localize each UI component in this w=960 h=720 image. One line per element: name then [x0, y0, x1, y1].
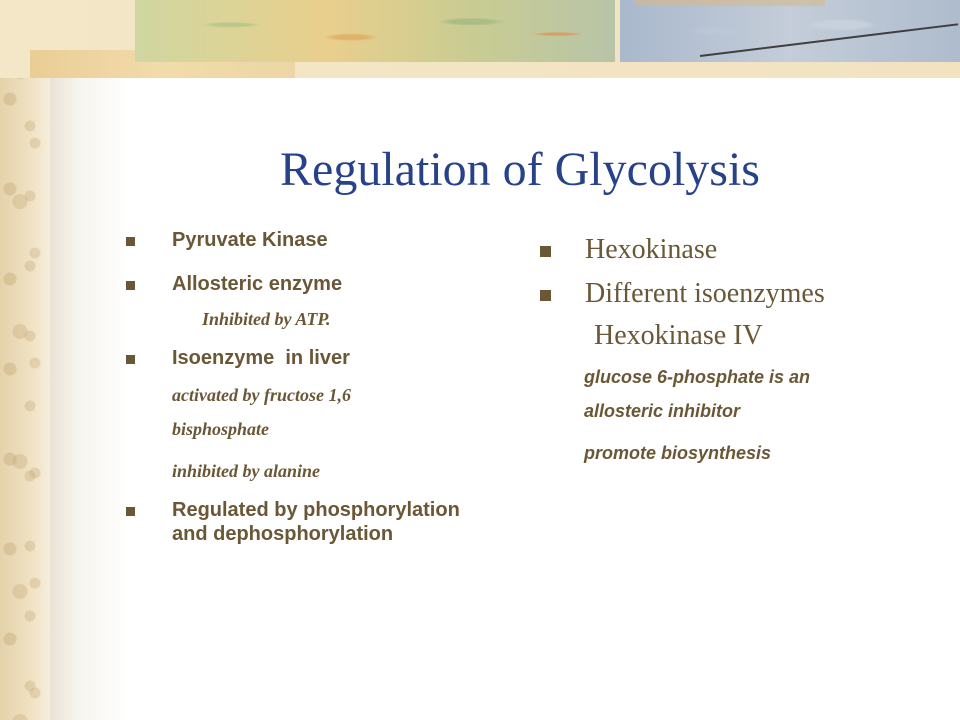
list-subtext: activated by fructose 1,6 — [172, 385, 351, 405]
list-subtext: glucose 6-phosphate is an — [584, 367, 811, 387]
list-subtext: inhibited by alanine — [172, 461, 321, 481]
list-subtext: allosteric inhibitor — [584, 401, 741, 421]
list-item — [126, 498, 472, 546]
list-subheading: Hexokinase IV — [594, 320, 763, 351]
top-decorative-banner — [0, 0, 960, 78]
list-item — [540, 278, 940, 310]
left-decorative-strip — [0, 0, 50, 720]
list-item-text: Pyruvate Kinase — [172, 229, 328, 251]
slide-title: Regulation of Glycolysis — [280, 143, 760, 196]
banner-strip-top — [635, 0, 825, 6]
list-item-text: Allosteric enzyme — [172, 273, 343, 295]
list-item — [126, 272, 486, 296]
list-item-text: Hexokinase — [585, 234, 718, 265]
banner-leaf-image — [135, 0, 615, 62]
list-item-text: Different isoenzymes — [585, 278, 825, 309]
left-bullet-list — [126, 228, 486, 546]
list-item — [540, 234, 940, 266]
square-bullet-icon — [540, 246, 551, 257]
square-bullet-icon — [126, 237, 135, 246]
square-bullet-icon — [126, 281, 135, 290]
square-bullet-icon — [126, 355, 135, 364]
square-bullet-icon — [126, 507, 135, 516]
list-item — [126, 346, 486, 370]
list-subtext: bisphosphate — [172, 419, 270, 439]
square-bullet-icon — [540, 290, 551, 301]
list-item — [126, 228, 486, 252]
list-subtext: Inhibited by ATP. — [202, 309, 331, 329]
list-item-text: Regulated by phosphorylation and dephosphorylation — [172, 499, 460, 545]
list-subtext: promote biosynthesis — [584, 443, 772, 463]
right-bullet-list — [540, 234, 940, 466]
list-item-text: Isoenzyme in liver — [172, 347, 350, 369]
